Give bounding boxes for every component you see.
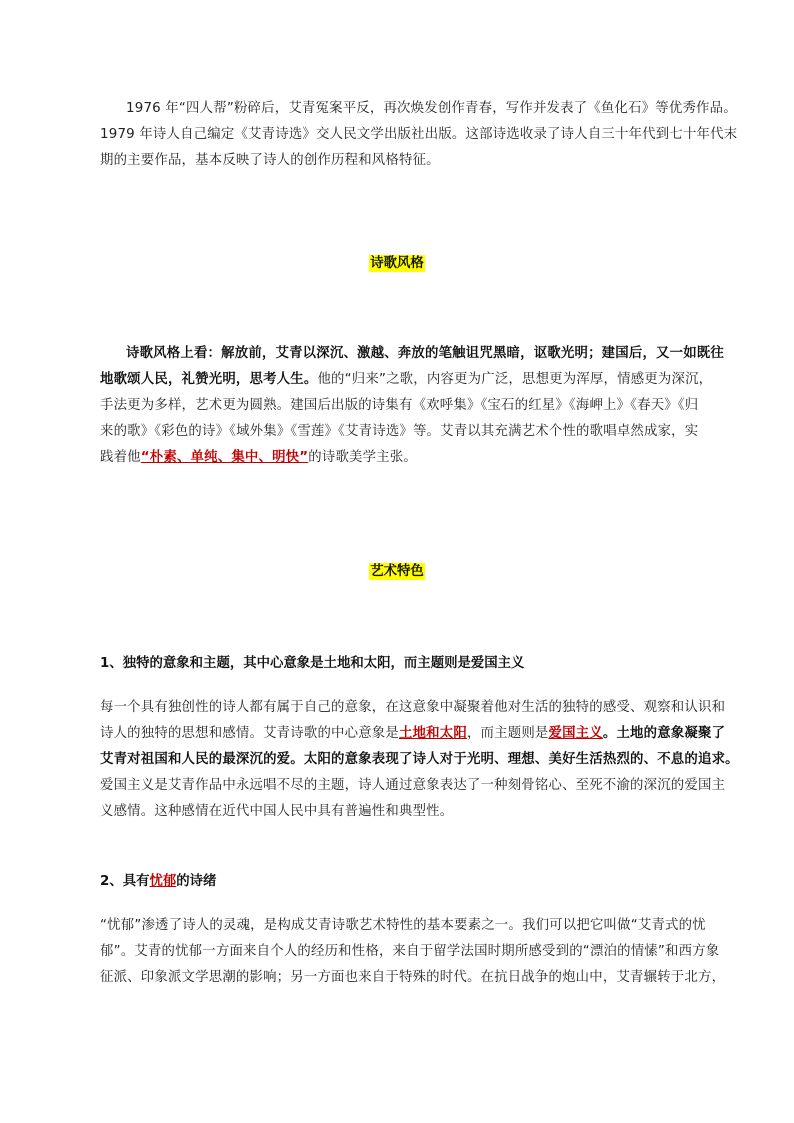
highlighted-term: 爱国主义 bbox=[548, 726, 603, 741]
paragraph-line: 手法更为多样，艺术更为圆熟。建国后出版的诗集有《欢呼集》《宝石的红星》《海岬上》《春天》《归 bbox=[100, 398, 699, 413]
section-heading-art bbox=[0, 562, 794, 582]
paragraph-line: 征派、印象派文学思潮的影响；另一方面也来自于特殊的时代。在抗日战争的炮山中，艾青辗转于北方， bbox=[100, 970, 726, 985]
bold-text: 。土地的意象凝聚了 bbox=[602, 726, 726, 741]
highlighted-term: 忧郁 bbox=[149, 874, 177, 889]
subsection-title-1: 1、独特的意象和主题，其中心意象是土地和太阳，而主题则是爱国主义 bbox=[100, 656, 525, 671]
paragraph-line bbox=[100, 341, 728, 367]
paragraph-line: 1976 年“四人帮”粉碎后，艾青冤案平反，再次焕发创作青春，写作并发表了《鱼化石》等优秀作品。 bbox=[126, 101, 737, 116]
section-heading-text: 诗歌风格 bbox=[370, 256, 424, 271]
section-heading-text: 艺术特色 bbox=[370, 564, 424, 579]
paragraph-line bbox=[100, 445, 728, 471]
plain-text: ，而主题则是 bbox=[466, 726, 549, 741]
paragraph-line bbox=[100, 721, 728, 747]
highlighted-term: 土地和太阳 bbox=[399, 726, 467, 741]
paragraph-imagery bbox=[100, 695, 739, 825]
paragraph-line: 来的歌》《彩色的诗》《域外集》《雪莲》《艾青诗选》等。艾青以其充满艺术个性的歌唱卓然成家，实 bbox=[100, 424, 699, 439]
paragraph-line: 郁”。艾青的忧郁一方面来自个人的经历和性格，来自于留学法国时期所感受到的“漂泊的情愫”和西方象 bbox=[100, 944, 720, 959]
plain-text: 他的“归来”之歌，内容更为广泛，思想更为浑厚，情感更为深沉， bbox=[317, 372, 713, 387]
plain-text: 践着他 bbox=[100, 450, 141, 465]
paragraph-line bbox=[100, 367, 728, 393]
bold-text: 诗歌风格上看：解放前，艾青以深沉、激越、奔放的笔触诅咒黑暗，讴歌光明；建国后，又一如既往 bbox=[126, 346, 724, 361]
paragraph-line: 期的主要作品，基本反映了诗人的创作历程和风格特征。 bbox=[100, 153, 440, 168]
plain-text: 2、具有 bbox=[100, 874, 150, 889]
paragraph-melancholy bbox=[100, 913, 728, 991]
bold-text: 地歌颂人民，礼赞光明，思考人生。 bbox=[100, 372, 318, 387]
bold-text: 艾青对祖国和人民的最深沉的爱。太阳的意象表现了诗人对于光明、理想、美好生活热烈的、不息的追求。 bbox=[100, 752, 739, 767]
plain-text: 的诗绪 bbox=[176, 874, 217, 889]
highlighted-term: “朴素、单纯、集中、明快” bbox=[140, 450, 309, 465]
plain-text: 的诗歌美学主张。 bbox=[308, 450, 418, 465]
section-heading-style bbox=[0, 254, 794, 274]
paragraph-line: 义感情。这种感情在近代中国人民中具有普遍性和典型性。 bbox=[100, 804, 454, 819]
paragraph-intro bbox=[100, 96, 738, 174]
plain-text: 诗人的独特的思想和感情。艾青诗歌的中心意象是 bbox=[100, 726, 399, 741]
paragraph-style bbox=[100, 341, 728, 471]
subsection-title-2 bbox=[100, 872, 216, 892]
paragraph-line: 每一个具有独创性的诗人都有属于自己的意象，在这意象中凝聚着他对生活的独特的感受、观察和认识和 bbox=[100, 700, 726, 715]
paragraph-line: 爱国主义是艾青作品中永远唱不尽的主题，诗人通过意象表达了一种刻骨铭心、至死不渝的深沉的爱国主 bbox=[100, 778, 726, 793]
paragraph-line bbox=[100, 747, 739, 773]
paragraph-line: “忧郁”渗透了诗人的灵魂，是构成艾青诗歌艺术特性的基本要素之一。我们可以把它叫做“艾青式的忧 bbox=[100, 918, 706, 933]
paragraph-line: 1979 年诗人自己编定《艾青诗选》交人民文学出版社出版。这部诗选收录了诗人自三十年代到七十年代末 bbox=[100, 127, 738, 142]
